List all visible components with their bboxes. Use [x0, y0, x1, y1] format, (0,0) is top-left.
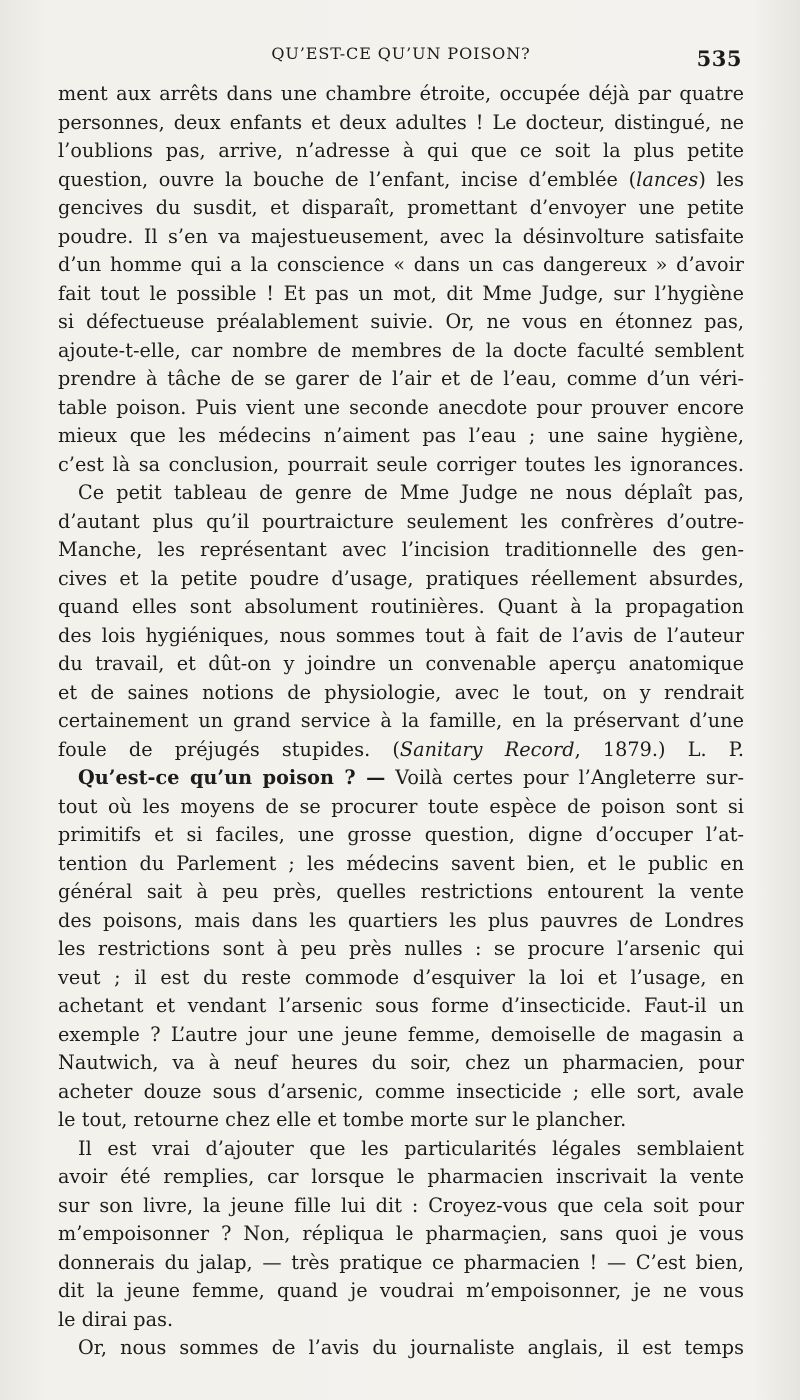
text-line: le dirai pas. — [58, 1307, 174, 1331]
text-line: tout où les moyens de se procurer toute espèce de poison sont si — [58, 794, 744, 818]
text-line: l’oublions pas, arrive, n’adresse à qui que ce soit la plus petite — [58, 139, 744, 162]
page-number: 535 — [696, 46, 742, 71]
text-line: donnerais du jalap, — très pratique ce pharmacien ! — C’est bien, — [58, 1250, 744, 1274]
text-line: le tout, retourne chez elle et tombe morte sur le plancher. — [58, 1108, 627, 1131]
text-line: sur son livre, la jeune fille lui dit : Croyez-vous que cela soit pour — [58, 1193, 744, 1217]
italic-phrase: lances — [636, 167, 699, 191]
text-line: ajoute-t-elle, car nombre de membres de la docte faculté semblent — [58, 338, 744, 362]
text-line: général sait à peu près, quelles restrictions entourent la vente — [58, 880, 744, 903]
text-line: cives et la petite poudre d’usage, pratiques réellement absurdes, — [58, 566, 744, 590]
text-line: acheter douze sous d’arsenic, comme insecticide ; elle sort, avale — [58, 1079, 744, 1103]
text-line: tention du Parlement ; les médecins savent bien, et le public en — [58, 851, 744, 875]
text-line: d’autant plus qu’il pourtraicture seulement les confrères d’outre- — [58, 509, 744, 533]
text-line: dit la jeune femme, quand je voudrai m’empoisonner, je ne vous — [58, 1279, 744, 1302]
text-line: personnes, deux enfants et deux adultes ! Le docteur, distingué, ne — [58, 110, 744, 134]
text-line: gencives du susdit, et disparaît, promettant d’envoyer une petite — [58, 196, 744, 219]
text-line: veut ; il est du reste commode d’esquiver la loi et l’usage, en — [58, 965, 744, 989]
text-line: si défectueuse préalablement suivie. Or, ne vous en étonnez pas, — [58, 310, 744, 333]
text-line: du travail, et dût-on y joindre un convenable aperçu anatomique — [58, 652, 744, 675]
text-line: Qu’est-ce qu’un poison ? — Voilà certes pour l’Angleterre sur- — [78, 766, 744, 789]
text-line: c’est là sa conclusion, pourrait seule corriger toutes les ignorances. — [58, 452, 744, 476]
text-line: poudre. Il s’en va majestueusement, avec la désinvolture satisfaite — [58, 224, 744, 248]
body-text — [58, 80, 744, 1363]
text-line: d’un homme qui a la conscience « dans un cas dangereux » d’avoir — [58, 253, 744, 276]
text-line: Il est vrai d’ajouter que les particularités légales semblaient — [78, 1136, 744, 1160]
text-line: Ce petit tableau de genre de Mme Judge ne nous déplaît pas, — [78, 481, 744, 504]
paragraph-1 — [58, 80, 744, 479]
text-line: question, ouvre la bouche de l’enfant, incise d’emblée (lances) les — [58, 167, 744, 191]
paragraph-5 — [58, 1334, 744, 1363]
text-line: avoir été remplies, car lorsque le pharmacien inscrivait la vente — [58, 1165, 744, 1188]
text-line: les restrictions sont à peu près nulles : se procure l’arsenic qui — [58, 937, 744, 960]
section-heading: Qu’est-ce qu’un poison ? — — [78, 766, 386, 789]
text-line: foule de préjugés stupides. (Sanitary Record, 1879.) L. P. — [58, 737, 744, 761]
text-line: Nautwich, va à neuf heures du soir, chez un pharmacien, pour — [58, 1051, 744, 1074]
text-line: achetant et vendant l’arsenic sous forme d’insecticide. Faut-il un — [58, 994, 744, 1017]
paragraph-2 — [58, 479, 744, 764]
text-line: des lois hygiéniques, nous sommes tout à fait de l’avis de l’auteur — [58, 623, 744, 647]
text-line: quand elles sont absolument routinières. Quant à la propagation — [58, 595, 744, 618]
text-line: primitifs et si faciles, une grosse question, digne d’occuper l’at- — [58, 823, 744, 846]
text-line: ment aux arrêts dans une chambre étroite, occupée déjà par quatre — [58, 82, 744, 105]
text-line: exemple ? L’autre jour une jeune femme, demoiselle de magasin a — [58, 1022, 744, 1046]
text-line: prendre à tâche de se garer de l’air et de l’eau, comme d’un véri- — [58, 367, 744, 390]
running-head: QU’EST-CE QU’UN POISON? — [271, 44, 531, 63]
text-line: table poison. Puis vient une seconde anecdote pour prouver encore — [58, 395, 744, 419]
text-line: Manche, les représentant avec l’incision traditionnelle des gen- — [58, 538, 744, 561]
text-line: des poisons, mais dans les quartiers les plus pauvres de Londres — [58, 908, 744, 932]
italic-phrase: Sanitary Record — [399, 737, 575, 761]
text-line: m’empoisonner ? Non, répliqua le pharmaçien, sans quoi je vous — [58, 1222, 744, 1245]
text-line: certainement un grand service à la famille, en la préservant d’une — [58, 709, 744, 732]
text-line: fait tout le possible ! Et pas un mot, dit Mme Judge, sur l’hygiène — [58, 281, 744, 305]
text-line: et de saines notions de physiologie, avec le tout, on y rendrait — [58, 680, 744, 704]
page-header — [58, 44, 744, 76]
paragraph-4 — [58, 1135, 744, 1335]
paragraph-3 — [58, 764, 744, 1135]
text-line: Or, nous sommes de l’avis du journaliste anglais, il est temps — [78, 1336, 744, 1359]
text-line: mieux que les médecins n’aiment pas l’eau ; une saine hygiène, — [58, 424, 744, 447]
